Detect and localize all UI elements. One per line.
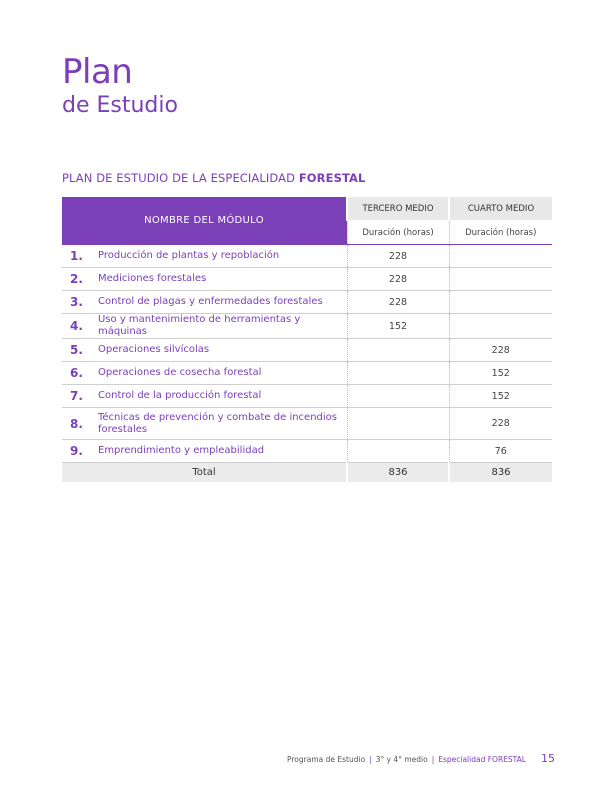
table-row — [62, 245, 552, 268]
footer-grades: 3° y 4° medio — [375, 755, 428, 764]
hours-cuarto: 152 — [449, 385, 552, 408]
hours-tercero — [347, 440, 449, 463]
footer-program: Programa de Estudio — [287, 755, 366, 764]
study-plan-table — [62, 197, 552, 482]
hours-tercero: 228 — [347, 291, 449, 314]
hours-tercero: 228 — [347, 245, 449, 268]
hours-tercero: 228 — [347, 268, 449, 291]
table-row — [62, 440, 552, 463]
hours-tercero — [347, 385, 449, 408]
page-subtitle: de Estudio — [62, 93, 178, 118]
footer-specialty: Especialidad FORESTAL — [438, 755, 526, 764]
table-row — [62, 291, 552, 314]
row-number: 7. — [62, 385, 98, 408]
total-cuarto: 836 — [449, 463, 552, 483]
section-title — [62, 170, 365, 186]
module-name: Producción de plantas y repoblación — [98, 245, 347, 268]
module-name: Operaciones de cosecha forestal — [98, 362, 347, 385]
total-tercero: 836 — [347, 463, 449, 483]
row-number: 2. — [62, 268, 98, 291]
hours-cuarto — [449, 245, 552, 268]
hours-cuarto: 76 — [449, 440, 552, 463]
module-name: Emprendimiento y empleabilidad — [98, 440, 347, 463]
section-title-prefix: PLAN DE ESTUDIO DE LA ESPECIALIDAD — [62, 171, 296, 185]
hours-tercero: 152 — [347, 314, 449, 339]
hours-tercero — [347, 339, 449, 362]
row-number: 9. — [62, 440, 98, 463]
table-row — [62, 268, 552, 291]
column-header-tercero: TERCERO MEDIO — [347, 197, 449, 221]
page-number: 15 — [541, 752, 555, 765]
hours-tercero — [347, 362, 449, 385]
row-number: 8. — [62, 408, 98, 440]
section-title-bold: FORESTAL — [298, 171, 366, 185]
column-header-module: NOMBRE DEL MÓDULO — [62, 197, 347, 245]
row-number: 5. — [62, 339, 98, 362]
table-row — [62, 385, 552, 408]
table-row — [62, 314, 552, 339]
module-name: Operaciones silvícolas — [98, 339, 347, 362]
subheader-duration-cuarto: Duración (horas) — [449, 221, 552, 245]
subheader-duration-tercero: Duración (horas) — [347, 221, 449, 245]
hours-cuarto: 228 — [449, 408, 552, 440]
table-row — [62, 339, 552, 362]
hours-cuarto: 228 — [449, 339, 552, 362]
total-label: Total — [62, 463, 347, 483]
module-name: Control de plagas y enfermedades forestales — [98, 291, 347, 314]
module-name: Control de la producción forestal — [98, 385, 347, 408]
footer-separator: | — [431, 755, 435, 764]
footer-separator: | — [369, 755, 372, 764]
total-row — [62, 463, 552, 483]
row-number: 6. — [62, 362, 98, 385]
hours-cuarto — [449, 314, 552, 339]
page-footer — [287, 754, 526, 766]
table-row — [62, 408, 552, 440]
row-number: 4. — [62, 314, 98, 339]
page-title: Plan — [62, 52, 133, 92]
row-number: 1. — [62, 245, 98, 268]
table-row — [62, 362, 552, 385]
column-header-cuarto: CUARTO MEDIO — [449, 197, 552, 221]
module-name: Mediciones forestales — [98, 268, 347, 291]
hours-tercero — [347, 408, 449, 440]
row-number: 3. — [62, 291, 98, 314]
hours-cuarto — [449, 268, 552, 291]
hours-cuarto — [449, 291, 552, 314]
hours-cuarto: 152 — [449, 362, 552, 385]
module-name: Uso y mantenimiento de herramientas y máquinas — [98, 314, 347, 339]
module-name: Técnicas de prevención y combate de incendios forestales — [98, 408, 347, 440]
